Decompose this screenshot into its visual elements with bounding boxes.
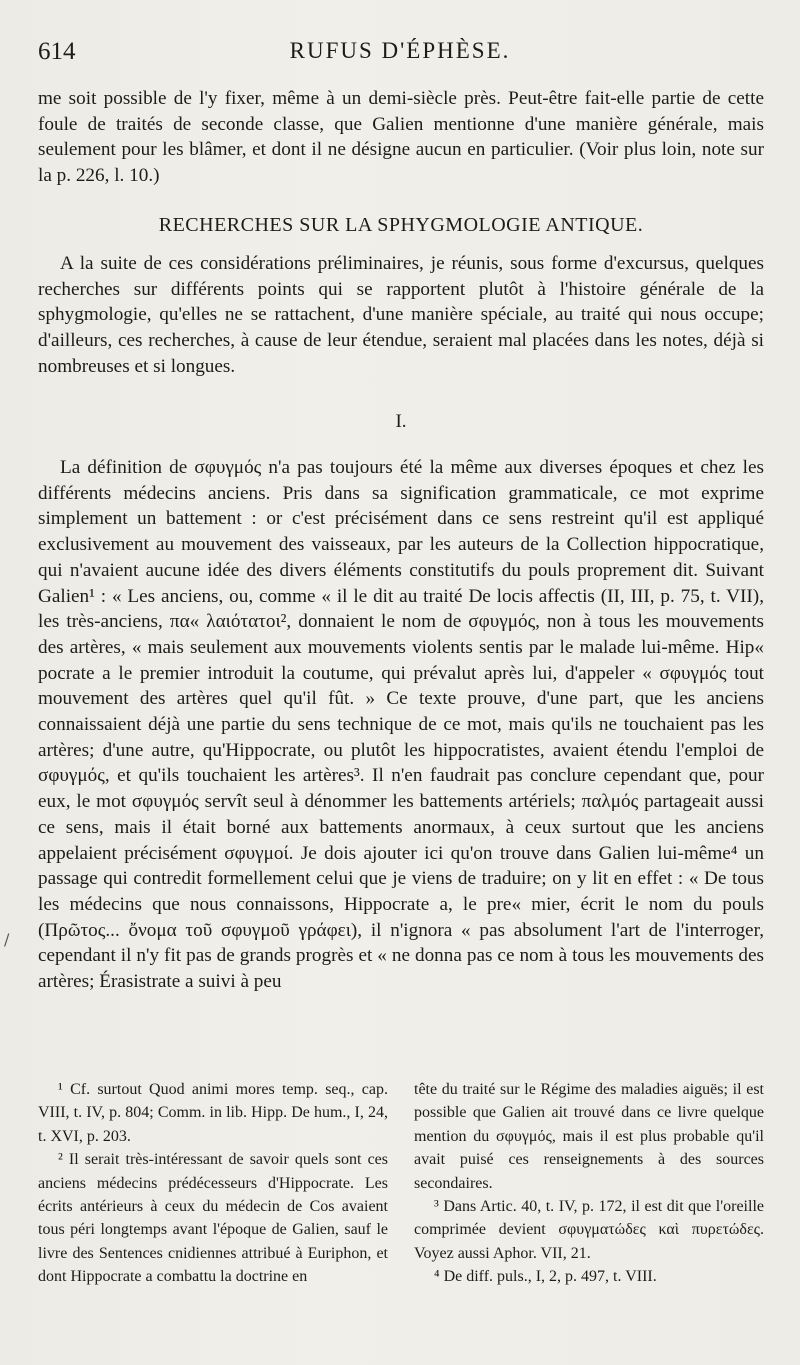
footnote: ² Il serait très-intéressant de savoir quels sont ces anciens médecins prédécesseurs d'Hippocrate. Les écrits antérieurs à ceux du médecin de Cos avaient tous péri longtemps avant l'époque de Galien, sauf le livre des Sentences cnidiennes attribué à Euriphon, et dont Hippocrate a combattu la doctrine en (38, 1151, 388, 1286)
section-intro-paragraph: A la suite de ces considérations préliminaires, je réunis, sous forme d'excursus, quelques recherches sur différents points qui se rapportent plutôt à l'histoire générale de la sphygmologie, qu'elles ne se rattachent, d'une manière spéciale, au traité qui nous occupe; d'ailleurs, ces recherches, à cause de leur étendue, seraient mal placées dans les notes, déjà si nombreuses et si longues. (38, 252, 764, 377)
footnotes-right-column (414, 1078, 764, 1289)
footnotes-left-column (38, 1078, 388, 1289)
intro-paragraph: me soit possible de l'y fixer, même à un demi-siècle près. Peut-être fait-elle partie de cette foule de traités de seconde classe, que Galien mentionne d'une manière générale, mais seulement pour les blâmer, et dont il ne désigne aucun en particulier. (Voir plus loin, note sur la p. 226, l. 10.) (38, 88, 764, 187)
running-head: RUFUS D'ÉPHÈSE. (289, 38, 511, 63)
footnote: ¹ Cf. surtout Quod animi mores temp. seq., cap. VIII, t. IV, p. 804; Comm. in lib. Hipp. De hum., I, 24, t. XVI, p. 203. (38, 1081, 388, 1145)
main-paragraph: La définition de σφυγμός n'a pas toujours été la même aux diverses époques et chez les différents médecins anciens. Pris dans sa signification grammaticale, ce mot exprime simplement un battement : or c'est précisément dans ce sens restreint qu'il est appliqué exclusivement au mouvement des vaisseaux, par les auteurs de la Collection hippocratique, qui n'avaient aucune idée des divers éléments constitutifs du pouls proprement dit. Suivant Galien¹ : « Les anciens, ou, comme « il le dit au traité De locis affectis (II, III, p. 75, t. VII), les très-anciens, πα« λαιότατοι², donnaient le nom de σφυγμός, non à tous les mouvements des artères, « mais seulement aux mouvements violents sentis par le malade lui-même. Hip« pocrate a le premier introduit la coutume, qui prévalut après lui, d'appeler « σφυγμός tout mouvement des artères quel qu'il fût. » Ce texte prouve, d'une part, que les anciens connaissaient déjà une partie du sens technique de ce mot, mais qu'ils ne touchaient pas les artères; d'une autre, qu'Hippocrate, ou plutôt les hippocratistes, avaient étendu l'emploi de σφυγμός, et qu'ils touchaient les artères³. Il n'en faudrait pas conclure cependant que, pour eux, le mot σφυγμός servît seul à dénommer les battements artériels; παλμός partageait aussi ce sens, mais il était borné aux battements anormaux, à ceux surtout que les anciens appelaient précisément σφυγμοί. Je dois ajouter ici qu'on trouve dans Galien lui-même⁴ un passage qui contredit formellement celui que je viens de traduire; on y lit en effet : « De tous les médecins que nous connaissons, Hippocrate a, le pre« mier, écrit le nom du pouls (Πρῶτος... ὄνομα τοῦ σφυγμοῦ γράφει), il n'ignora « pas absolument l'art de l'interroger, cependant il n'y fit pas de grands progrès et « ne donna pas ce nom à tous les mouvements des artères; Érasistrate a suivi à peu (38, 457, 764, 993)
page-header (38, 38, 762, 72)
margin-mark: / (4, 930, 10, 949)
footnotes (38, 1078, 764, 1289)
page-number: 614 (38, 38, 76, 65)
section-title: RECHERCHES SUR LA SPHYGMOLOGIE ANTIQUE. (158, 213, 644, 236)
footnote-continuation: tête du traité sur le Régime des maladies aiguës; il est possible que Galien ait trouvé dans ce livre quelque mention du σφυγμός, mais il est plus probable qu'il avait puisé ces renseignements à des sources secondaires. (414, 1081, 764, 1192)
chapter-number: I. (395, 411, 407, 433)
body-text (38, 86, 764, 995)
footnote: ⁴ De diff. puls., I, 2, p. 497, t. VIII. (434, 1268, 657, 1286)
footnote: ³ Dans Artic. 40, t. IV, p. 172, il est dit que l'oreille comprimée devient σφυγματώδες καὶ πυρετώδες. Voyez aussi Aphor. VII, 21. (414, 1198, 764, 1262)
